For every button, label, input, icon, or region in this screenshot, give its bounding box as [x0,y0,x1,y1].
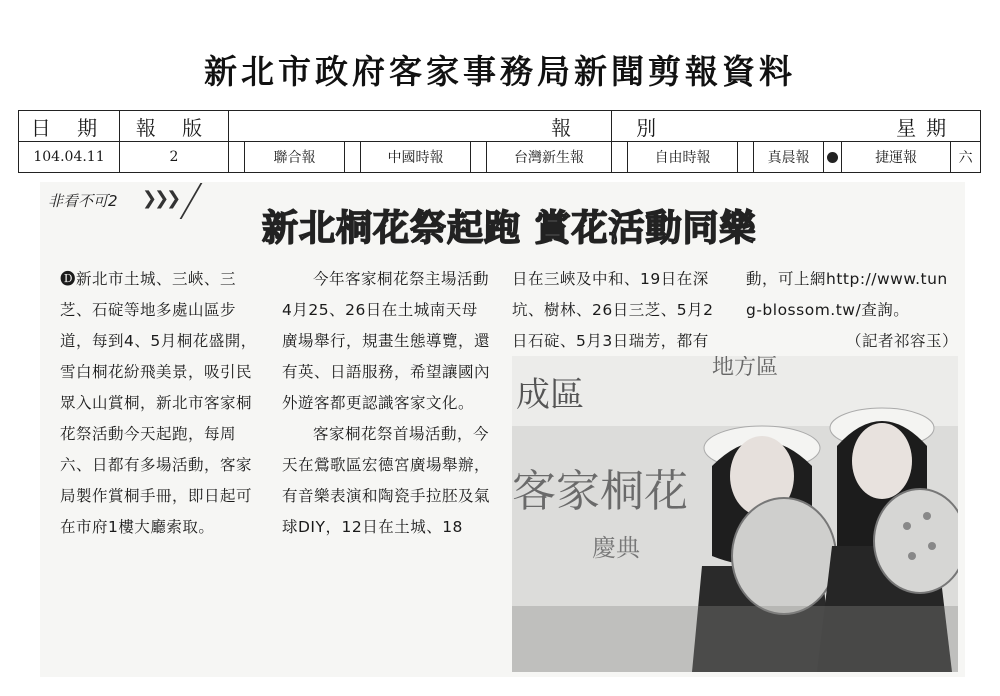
paper-name-2: 台灣新生報 [487,142,612,173]
checkbox-paper-0 [229,142,245,173]
selected-dot-icon [827,152,838,163]
paper-name-1: 中國時報 [361,142,471,173]
page-title: 新北市政府客家事務局新聞剪報資料 [204,52,796,91]
reporter-byline: （記者祁容玉） [845,332,958,350]
checkbox-paper-3 [612,142,628,173]
photo-small-text: 慶典 [592,534,640,562]
checkbox-paper-2 [471,142,487,173]
paragraph: 客家桐花祭首場活動，今天在鶯歌區宏德宮廣場舉辦，有音樂表演和陶瓷手拉胚及氣球DIY，12日在土城、18 [282,425,491,536]
weekday-value: 六 [951,142,981,173]
paragraph: 今年客家桐花祭主場活動4月25、26日在土城南天母廣場舉行，規畫生態導覽，還有英、日語服務，希望讓國內外遊客都更認識客家文化。 [282,270,491,412]
checkbox-paper-1 [345,142,361,173]
paragraph: 日在三峽及中和、19日在深坑、樹林、26日三芝、5月2日石碇、5月3日瑞芳，都有 [512,270,714,350]
photo-illustration [512,356,958,672]
double-chevron-icon: ❯❯❯ [142,188,179,209]
edition-value: 2 [120,142,229,173]
edition-label: 報 版 [120,111,229,142]
paragraph: 動，可上網http://www.tung-blossom.tw/查詢。 [746,270,948,319]
paragraph: 🅓新北市土城、三峽、三芝、石碇等地多處山區步道，每到4、5月桐花盛開，雪白桐花紛飛美景，吸引民眾入山賞桐，新北市客家桐花祭活動今天起跑，每周六、日都有多場活動，客家局製作賞桐手冊，即日起可在市府1樓大廳索取。 [60,270,257,536]
paper-name-3: 自由時報 [628,142,738,173]
date-value: 104.04.11 [19,142,120,173]
photo-sign-right: 地方區 [712,356,779,380]
paper-label-left: 報 [229,111,612,142]
article-headline: 新北桐花祭起跑 賞花活動同樂 [262,207,757,249]
photo-banner-text: 客家桐花 [512,466,688,517]
section-kicker: 非看不可2 [48,192,118,210]
photo-sign-left: 成區 [516,375,584,415]
paper-label-right: 別 星期 [612,111,981,142]
article-column-4 [746,264,958,357]
paper-name-0: 聯合報 [245,142,345,173]
date-label: 日 期 [19,111,120,142]
article-column-2 [282,264,490,543]
checkbox-paper-4 [738,142,754,173]
article-column-1 [60,264,260,543]
article-photo [512,356,958,672]
checkbox-paper-5 [824,142,842,173]
clipping-header-table [18,110,981,173]
paper-name-5: 捷運報 [842,142,951,173]
paper-name-4: 真晨報 [754,142,824,173]
weekday-label: 星期 [896,115,957,140]
